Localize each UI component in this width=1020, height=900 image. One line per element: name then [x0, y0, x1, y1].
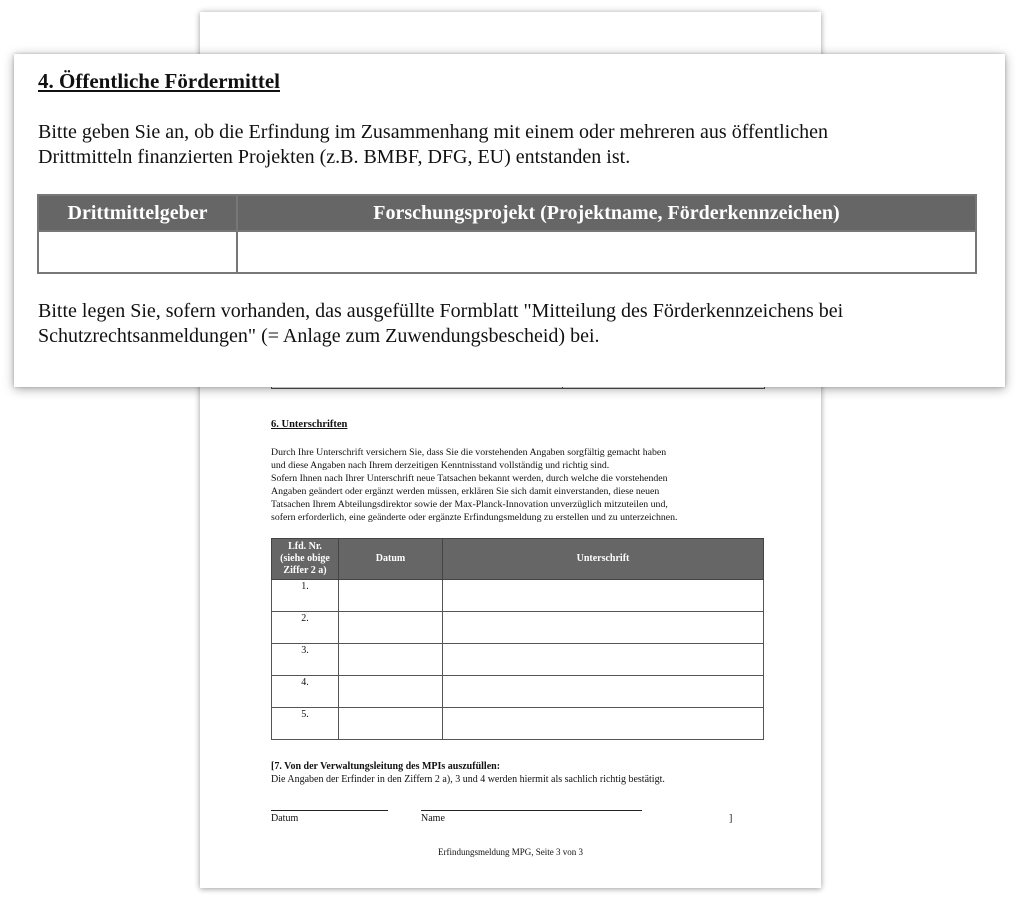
header-line: Ziffer 2 a)	[283, 565, 327, 576]
unterschrift-cell[interactable]	[443, 612, 764, 644]
col-drittmittelgeber-header: Drittmittelgeber	[38, 195, 237, 231]
unterschrift-cell[interactable]	[443, 580, 764, 612]
header-line: (siehe obige	[280, 553, 330, 564]
datum-label: Datum	[271, 813, 299, 824]
row-number: 4.	[272, 676, 339, 708]
datum-cell[interactable]	[339, 676, 443, 708]
section-7-title: [7. Von der Verwaltungsleitung des MPIs auszufüllen:	[271, 761, 501, 772]
unterschrift-cell[interactable]	[443, 708, 764, 740]
page-footer: Erfindungsmeldung MPG, Seite 3 von 3	[438, 847, 583, 857]
name-signature-line	[421, 810, 642, 811]
row-number: 1.	[272, 580, 339, 612]
table-row	[272, 612, 764, 644]
section-6-text	[271, 446, 771, 524]
closing-bracket: ]	[729, 813, 733, 824]
section-4-intro	[38, 120, 978, 170]
table-row	[272, 708, 764, 740]
col-lfd-nr-header	[272, 539, 339, 580]
section-6-line: Angaben geändert oder ergänzt werden müssen, erklären Sie sich damit einverstanden, diese neuen	[271, 486, 660, 497]
datum-cell[interactable]	[339, 644, 443, 676]
datum-signature-line	[271, 810, 388, 811]
table-row	[272, 676, 764, 708]
section-6-line: Sofern Ihnen nach Ihrer Unterschrift neue Tatsachen bekannt werden, durch welche die vorstehenden	[271, 473, 668, 484]
col-forschungsprojekt-header: Forschungsprojekt (Projektname, Förderkennzeichen)	[237, 195, 976, 231]
drittmittelgeber-cell[interactable]	[38, 231, 237, 273]
unterschrift-cell[interactable]	[443, 676, 764, 708]
datum-cell[interactable]	[339, 580, 443, 612]
col-unterschrift-header: Unterschrift	[443, 539, 764, 580]
section-6-line: und diese Angaben nach Ihrem derzeitigen Kenntnisstand vollständig und richtig sind.	[271, 460, 610, 471]
table-row	[272, 644, 764, 676]
funding-table	[37, 194, 977, 274]
forschungsprojekt-cell[interactable]	[237, 231, 976, 273]
section-7	[271, 760, 665, 786]
note-line: Schutzrechtsanmeldungen" (= Anlage zum Zuwendungsbescheid) bei.	[38, 325, 600, 347]
section-4-note	[38, 299, 978, 349]
col-datum-header: Datum	[339, 539, 443, 580]
table-row	[272, 580, 764, 612]
row-number: 2.	[272, 612, 339, 644]
section-6-line: sofern erforderlich, eine geänderte oder ergänzte Erfindungsmeldung zu erstellen und zu unterzeichnen.	[271, 512, 678, 523]
intro-line: Bitte geben Sie an, ob die Erfindung im Zusammenhang mit einem oder mehreren aus öffentlichen	[38, 121, 828, 143]
row-number: 5.	[272, 708, 339, 740]
zoom-popup-section-4	[14, 54, 1005, 387]
section-6-line: Tatsachen Ihrem Abteilungsdirektor sowie der Max-Planck-Innovation unverzüglich mitzuteilen und,	[271, 499, 668, 510]
section-4-title: 4. Öffentliche Fördermittel	[38, 69, 280, 93]
table-row	[38, 231, 976, 273]
header-line: Lfd. Nr.	[288, 541, 322, 552]
datum-cell[interactable]	[339, 612, 443, 644]
section-7-text: Die Angaben der Erfinder in den Ziffern 2 a), 3 und 4 werden hiermit als sachlich richtig bestätigt.	[271, 774, 665, 785]
datum-cell[interactable]	[339, 708, 443, 740]
section-6-title: 6. Unterschriften	[271, 419, 348, 430]
name-label: Name	[421, 813, 445, 824]
row-number: 3.	[272, 644, 339, 676]
section-6-line: Durch Ihre Unterschrift versichern Sie, dass Sie die vorstehenden Angaben sorgfältig gemacht haben	[271, 447, 667, 458]
intro-line: Drittmitteln finanzierten Projekten (z.B. BMBF, DFG, EU) entstanden ist.	[38, 146, 631, 168]
unterschrift-cell[interactable]	[443, 644, 764, 676]
note-line: Bitte legen Sie, sofern vorhanden, das ausgefüllte Formblatt "Mitteilung des Förderkennzeichens bei	[38, 300, 844, 322]
signature-table	[271, 538, 764, 740]
